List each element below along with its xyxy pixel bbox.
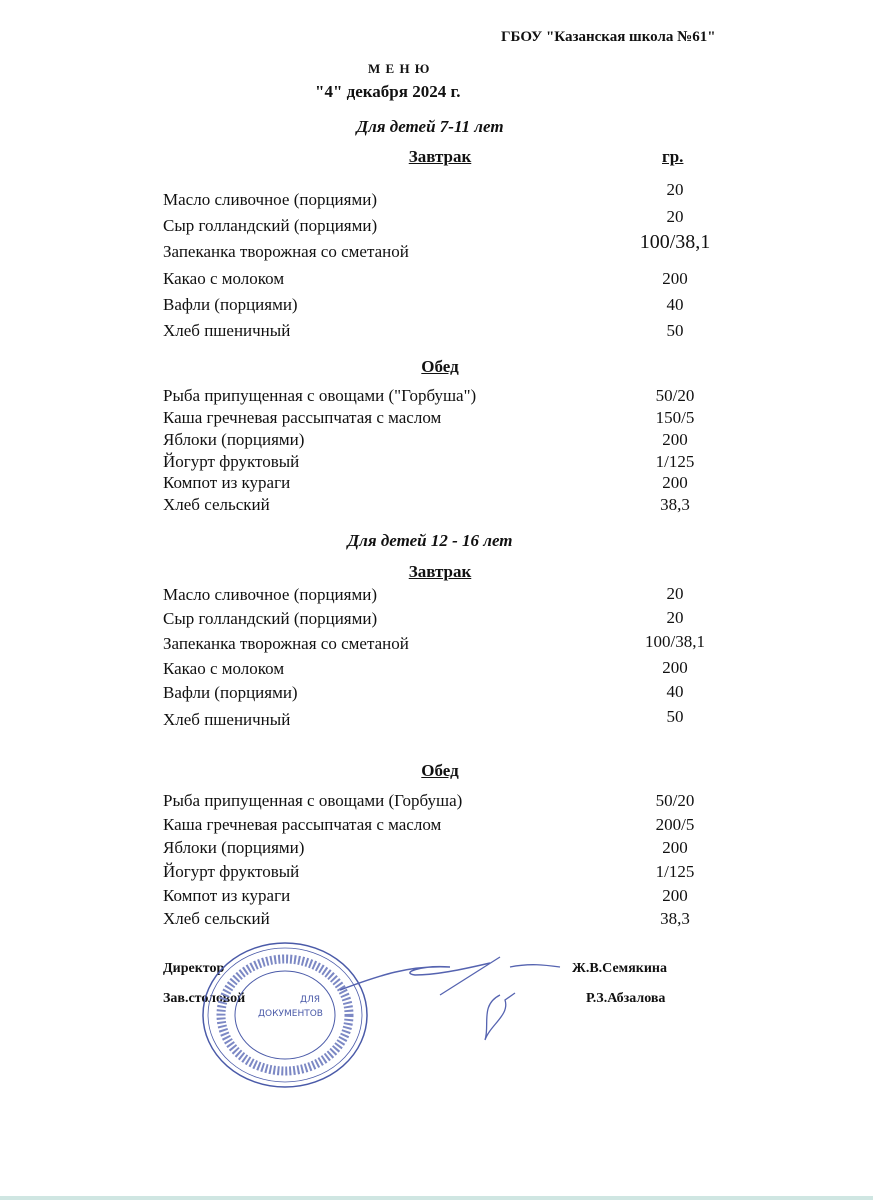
canteen-head-name: Р.З.Абзалова [586,991,666,1006]
menu-item-weight: 20 [666,584,684,603]
canteen-head-label: Зав.столовой [163,991,246,1006]
director-name: Ж.В.Семякина [572,961,667,976]
menu-item-name: Рыба припущенная с овощами ("Горбуша") [163,386,477,405]
menu-item-name: Хлеб пшеничный [163,321,291,340]
menu-item-weight: 150/5 [655,408,695,427]
meal-heading: Завтрак [408,562,472,581]
menu-item-weight: 100/38,1 [639,231,711,253]
menu-item-weight: 40 [666,295,684,314]
menu-item-weight: 200 [662,430,688,449]
menu-item-name: Сыр голландский (порциями) [163,609,378,628]
menu-item-name: Хлеб сельский [163,495,270,514]
menu-item-name: Запеканка творожная со сметаной [163,634,409,653]
stamp-text-1: ДЛЯ [300,995,321,1005]
menu-item-name: Какао с молоком [163,659,285,678]
menu-item-weight: 200 [662,838,688,857]
menu-item-name: Йогурт фруктовый [163,452,300,471]
menu-item-weight: 50 [666,321,684,340]
unit-label: гр. [662,147,684,166]
signatures-ink [340,945,570,1045]
menu-item-weight: 20 [666,207,684,226]
menu-item-name: Хлеб сельский [163,909,270,928]
menu-item-name: Каша гречневая рассыпчатая с маслом [163,815,442,834]
menu-item-weight: 20 [666,180,684,199]
menu-item-weight: 200 [662,473,688,492]
menu-item-name: Рыба припущенная с овощами (Горбуша) [163,791,463,810]
menu-item-weight: 50 [666,707,684,726]
menu-item-weight: 50/20 [655,386,695,405]
menu-item-name: Масло сливочное (порциями) [163,190,377,209]
menu-item-weight: 1/125 [655,452,695,471]
menu-item-weight: 40 [666,682,684,701]
menu-item-name: Вафли (порциями) [163,683,298,702]
menu-item-name: Хлеб пшеничный [163,710,291,729]
menu-item-name: Йогурт фруктовый [163,862,300,881]
meal-heading: Обед [421,761,459,780]
menu-item-weight: 38,3 [660,495,690,514]
director-label: Директор [163,961,225,976]
menu-item-weight: 20 [666,608,684,627]
document-title: М Е Н Ю [368,61,431,76]
organization-name: ГБОУ "Казанская школа №61" [501,29,716,45]
menu-item-weight: 100/38,1 [645,632,705,651]
menu-item-name: Компот из кураги [163,473,291,492]
menu-item-name: Масло сливочное (порциями) [163,585,377,604]
menu-item-weight: 200/5 [655,815,695,834]
age-group-title: Для детей 12 - 16 лет [347,531,513,550]
menu-item-name: Яблоки (порциями) [163,430,305,449]
stamp-text-2: ДОКУМЕНТОВ [258,1009,323,1019]
age-group-title: Для детей 7-11 лет [356,117,504,136]
menu-item-weight: 200 [662,269,688,288]
menu-item-weight: 50/20 [655,791,695,810]
menu-item-name: Вафли (порциями) [163,295,298,314]
meal-heading: Обед [421,357,459,376]
menu-item-name: Яблоки (порциями) [163,838,305,857]
scan-edge [0,1196,873,1200]
menu-item-name: Сыр голландский (порциями) [163,216,378,235]
menu-item-name: Компот из кураги [163,886,291,905]
menu-item-weight: 200 [662,886,688,905]
menu-item-name: Запеканка творожная со сметаной [163,242,409,261]
menu-date: "4" декабря 2024 г. [315,82,461,101]
menu-item-weight: 38,3 [660,909,690,928]
meal-heading: Завтрак [408,147,472,166]
menu-item-name: Каша гречневая рассыпчатая с маслом [163,408,442,427]
menu-item-weight: 1/125 [655,862,695,881]
menu-item-weight: 200 [662,658,688,677]
menu-item-name: Какао с молоком [163,269,285,288]
